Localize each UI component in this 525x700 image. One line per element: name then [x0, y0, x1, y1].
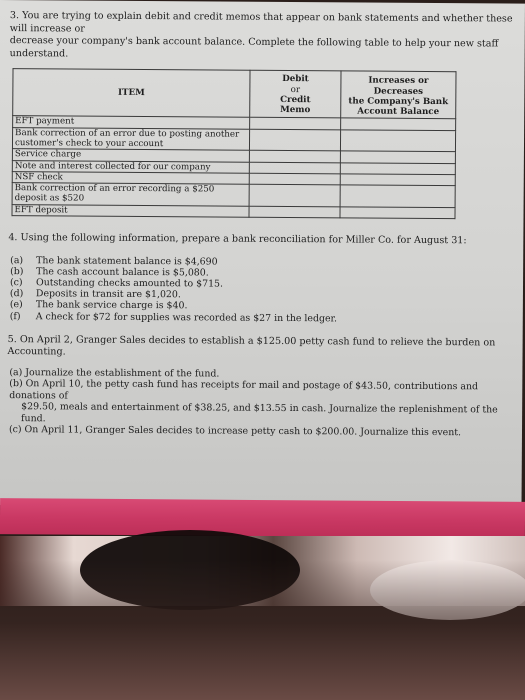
debit-credit-cell[interactable]	[249, 184, 340, 206]
row-item-text: EFT payment	[15, 116, 75, 127]
question-4-list	[10, 255, 515, 326]
debit-credit-cell[interactable]	[249, 151, 340, 163]
debit-credit-cell[interactable]	[249, 162, 340, 174]
list-item-letter: (c)	[9, 277, 23, 289]
header-credit-line: Credit	[280, 94, 311, 106]
header-memo-line: Memo	[280, 105, 311, 116]
row-item	[12, 127, 249, 150]
row-item	[12, 183, 249, 206]
question-5-part-b-line-2: $29.50, meals and entertainment of $38.25, and $13.55 in cash. Journalize the replenishment of the fund.	[21, 401, 498, 425]
row-item-text: Bank correction of an error recording a $250	[14, 183, 215, 195]
question-3-line-2: decrease your company's bank account balance. Complete the following table to help your new staff understand.	[9, 35, 499, 60]
increase-decrease-cell[interactable]	[340, 162, 455, 174]
increase-decrease-cell[interactable]	[340, 207, 455, 219]
memo-table	[11, 68, 456, 219]
debit-credit-cell[interactable]	[249, 173, 340, 185]
list-item-text: The cash account balance is $5,080.	[36, 266, 209, 279]
row-item-text: Service charge	[14, 149, 82, 160]
debit-credit-cell[interactable]	[250, 118, 341, 130]
header-item: ITEM	[13, 69, 250, 118]
table-row	[12, 204, 455, 218]
debit-credit-cell[interactable]	[249, 206, 340, 218]
row-item-text: customer's check to your account	[14, 138, 164, 150]
increase-decrease-cell[interactable]	[340, 174, 455, 186]
list-item-text: The bank statement balance is $4,690	[36, 254, 218, 268]
row-item-text: Bank correction of an error due to posting another	[15, 127, 240, 140]
header-or-line: or	[290, 84, 301, 95]
row-item	[12, 204, 249, 217]
list-item-letter: (d)	[9, 288, 24, 300]
header-inc-line-3: Account Balance	[357, 106, 440, 118]
question-5-intro: 5. On April 2, Granger Sales decides to establish a $125.00 petty cash fund to relieve the burden on Accounting.	[7, 333, 496, 358]
list-item-text: The bank service charge is $40.	[35, 299, 188, 312]
list-item-letter: (f)	[9, 310, 21, 322]
lower-shadow	[0, 560, 525, 700]
row-item	[12, 171, 249, 184]
list-item-text: A check for $72 for supplies was recorded as $27 in the ledger.	[35, 310, 338, 325]
question-5-part-c: (c) On April 11, Granger Sales decides to increase petty cash to $200.00. Journalize this event.	[8, 424, 462, 439]
question-5-part-b-line-1: (b) On April 10, the petty cash fund has receipts for mail and postage of $43.50, contributions and donations of	[9, 378, 479, 402]
list-item-text: Deposits in transit are $1,020.	[35, 288, 181, 301]
header-inc-line-2: the Company's Bank	[348, 96, 449, 108]
memo-table-header	[13, 69, 456, 119]
row-item-text: EFT deposit	[14, 204, 68, 216]
list-item-letter: (a)	[10, 254, 24, 266]
list-item	[10, 311, 515, 326]
increase-decrease-cell[interactable]	[341, 118, 456, 130]
row-item	[13, 116, 250, 129]
list-item-text: Outstanding checks amounted to $715.	[35, 277, 224, 290]
increase-decrease-cell[interactable]	[340, 130, 455, 152]
row-item	[12, 149, 249, 162]
row-item-text: Note and interest collected for our company	[14, 160, 211, 173]
list-item-letter: (e)	[9, 299, 23, 311]
row-item-text: NSF check	[14, 171, 63, 183]
increase-decrease-cell[interactable]	[340, 151, 455, 163]
question-3-line-1: 3. You are trying to explain debit and credit memos that appear on bank statements and whether these will increase or	[9, 10, 513, 35]
pink-binder-edge	[0, 498, 525, 538]
list-item-letter: (b)	[10, 265, 24, 278]
question-4-intro: 4. Using the following information, prepare a bank reconciliation for Miller Co. for August 31:	[8, 232, 467, 247]
question-5-parts	[9, 367, 514, 439]
header-debit-credit	[250, 71, 341, 119]
increase-decrease-cell[interactable]	[340, 185, 455, 207]
debit-credit-cell[interactable]	[249, 129, 340, 151]
question-5-part-a: (a) Journalize the establishment of the fund.	[9, 367, 220, 380]
header-debit-line: Debit	[282, 74, 309, 85]
row-item	[12, 160, 249, 173]
header-increase-decrease	[341, 71, 456, 119]
table-row	[12, 127, 455, 152]
table-row	[12, 183, 455, 208]
header-inc-line-1: Increases or Decreases	[368, 75, 429, 97]
row-item-text: deposit as $520	[14, 193, 85, 205]
